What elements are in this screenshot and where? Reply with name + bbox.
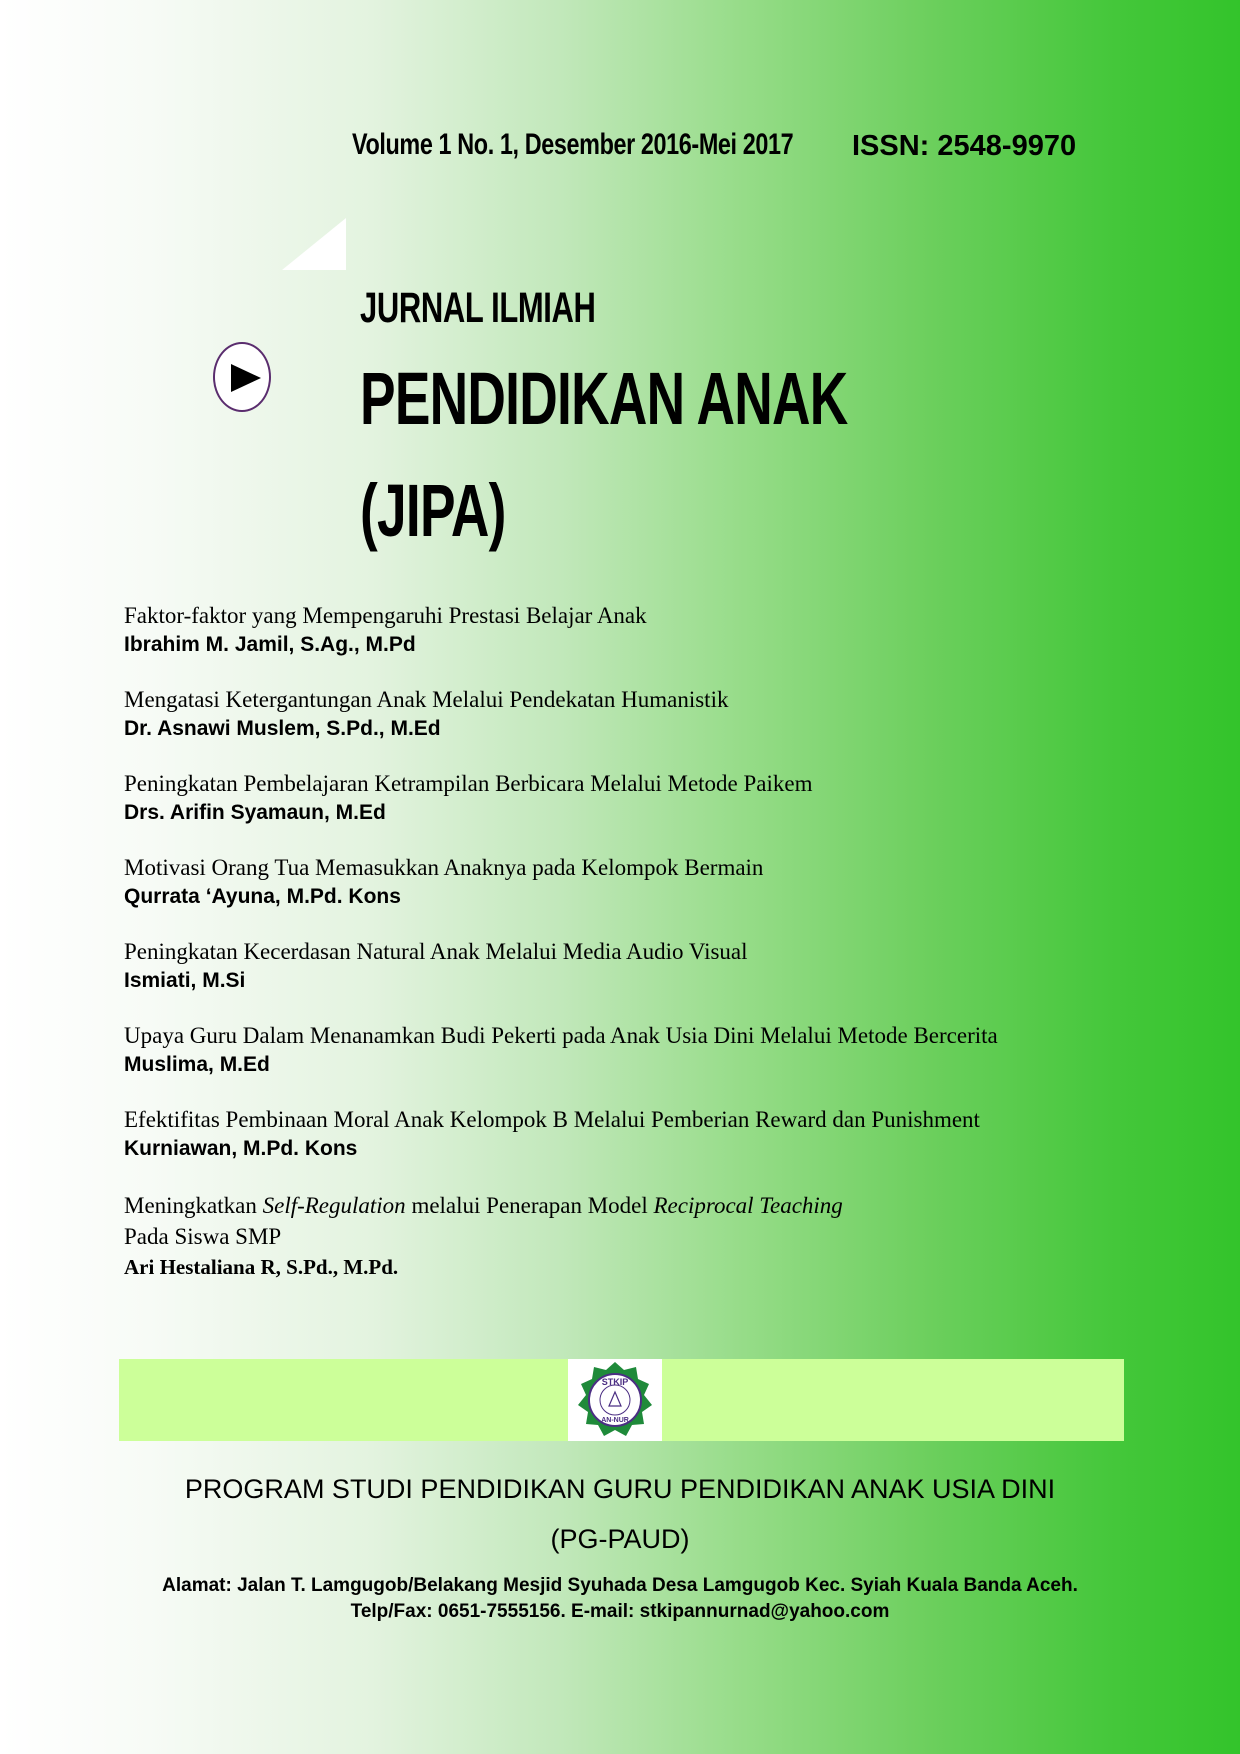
article-title-part: melalui Penerapan Model bbox=[405, 1193, 654, 1218]
article-title: Faktor-faktor yang Mempengaruhi Prestasi Belajar Anak bbox=[124, 603, 647, 628]
article-entry bbox=[124, 854, 1124, 938]
corner-triangle-decoration bbox=[282, 218, 346, 270]
article-title: Peningkatan Pembelajaran Ketrampilan Berbicara Melalui Metode Paikem bbox=[124, 771, 813, 796]
article-author: Ismiati, M.Si bbox=[124, 969, 246, 992]
article-title: Efektifitas Pembinaan Moral Anak Kelompok B Melalui Pemberian Reward dan Punishment bbox=[124, 1107, 980, 1132]
contact-line: Telp/Fax: 0651-7555156. E-mail: stkipannurnad@yahoo.com bbox=[350, 1601, 890, 1622]
journal-title-line2: PENDIDIKAN ANAK bbox=[360, 357, 848, 440]
article-author: Ibrahim M. Jamil, S.Ag., M.Pd bbox=[124, 633, 416, 656]
article-title: Upaya Guru Dalam Menanamkan Budi Pekerti pada Anak Usia Dini Melalui Metode Bercerita bbox=[124, 1023, 998, 1048]
program-name: PROGRAM STUDI PENDIDIKAN GURU PENDIDIKAN ANAK USIA DINI bbox=[184, 1474, 1056, 1504]
article-entry bbox=[124, 1022, 1124, 1106]
article-author: Qurrata ‘Ayuna, M.Pd. Kons bbox=[124, 885, 401, 908]
article-author: Dr. Asnawi Muslem, S.Pd., M.Ed bbox=[124, 717, 441, 740]
journal-title-line1: JURNAL ILMIAH bbox=[360, 284, 596, 332]
program-abbreviation: (PG-PAUD) bbox=[550, 1524, 690, 1554]
article-title bbox=[124, 1190, 1124, 1221]
issn-number: ISSN: 2548-9970 bbox=[852, 130, 1077, 162]
article-entry bbox=[124, 938, 1124, 1022]
article-entry bbox=[124, 602, 1124, 686]
article-title-continued: Pada Siswa SMP bbox=[124, 1224, 282, 1249]
play-icon bbox=[213, 342, 271, 412]
article-title: Mengatasi Ketergantungan Anak Melalui Pendekatan Humanistik bbox=[124, 687, 729, 712]
article-title: Peningkatan Kecerdasan Natural Anak Melalui Media Audio Visual bbox=[124, 939, 748, 964]
article-title-emphasis: Reciprocal Teaching bbox=[653, 1193, 843, 1218]
volume-info: Volume 1 No. 1, Desember 2016-Mei 2017 bbox=[352, 128, 794, 161]
journal-title-abbr: (JIPA) bbox=[360, 469, 506, 552]
article-entry bbox=[124, 1190, 1124, 1279]
logo-top-text: STKIP bbox=[601, 1377, 629, 1387]
article-title-emphasis: Self-Regulation bbox=[262, 1193, 406, 1218]
article-entry bbox=[124, 686, 1124, 770]
article-author: Muslima, M.Ed bbox=[124, 1053, 270, 1076]
article-author: Kurniawan, M.Pd. Kons bbox=[124, 1137, 358, 1160]
article-author: Ari Hestaliana R, S.Pd., M.Pd. bbox=[124, 1255, 399, 1279]
logo-bottom-text: AN-NUR bbox=[601, 1417, 629, 1424]
article-title-part: Meningkatkan bbox=[124, 1193, 263, 1218]
article-entry bbox=[124, 1106, 1124, 1190]
article-entry bbox=[124, 770, 1124, 854]
table-of-contents bbox=[124, 602, 1124, 1279]
institution-logo bbox=[568, 1359, 662, 1441]
address-line: Alamat: Jalan T. Lamgugob/Belakang Mesjid Syuhada Desa Lamgugob Kec. Syiah Kuala Banda Aceh. bbox=[162, 1575, 1078, 1596]
article-author: Drs. Arifin Syamaun, M.Ed bbox=[124, 801, 386, 824]
article-title: Motivasi Orang Tua Memasukkan Anaknya pada Kelompok Bermain bbox=[124, 855, 764, 880]
